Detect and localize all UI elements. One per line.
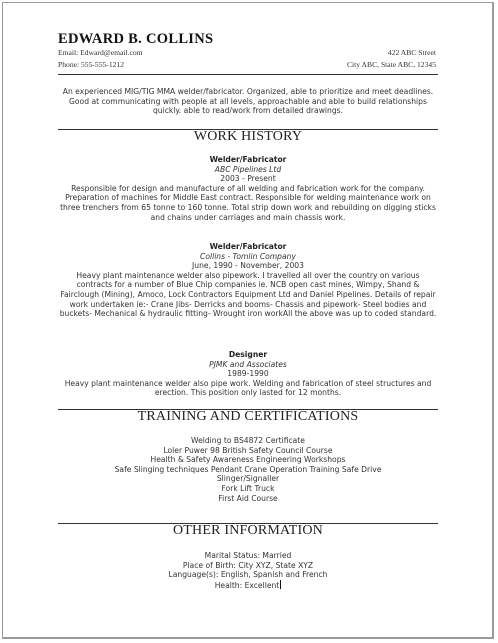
job-dates: 1989-1990 xyxy=(227,369,269,379)
health-text: Health: Excellent xyxy=(214,580,280,590)
section-title-other: OTHER INFORMATION xyxy=(172,523,323,538)
other-item: Language(s): English, Spanish and French xyxy=(168,570,328,580)
candidate-name: EDWARD B. COLLINS xyxy=(58,31,214,47)
training-item: Safe Slinging techniques Pendant Crane Operation Training Safe Drive xyxy=(114,464,382,474)
job-company: ABC Pipelines Ltd xyxy=(214,164,282,174)
other-item: Place of Birth: City XYZ, State XYZ xyxy=(182,560,314,570)
job-dates: June, 1990 - November, 2003 xyxy=(192,261,304,271)
job-description: Responsible for design and manufacture of all welding and fabrication work for the company. Preparation of machines for Middle East contract. Responsible for welding maintenance work on three trenchers from 65 tonne to 160 tonne. Total strip down work and rebuilding on digging sticks and chains under carriages and main chassis work. xyxy=(60,183,436,222)
job-dates: 2003 - Present xyxy=(220,174,276,184)
training-item: Slinger/Signaller xyxy=(216,474,280,484)
job-entry xyxy=(58,155,438,222)
email-line[interactable]: Email: Edward@email.com xyxy=(58,48,143,57)
other-item: Marital Status: Married xyxy=(204,551,292,560)
summary-text: An experienced MIG/TIG MMA welder/fabricator. Organized, able to prioritize and meet deadlines. Good at communicating with people at all levels, approachable and able to build relationships quickly. able to read/work from detailed drawings. xyxy=(62,87,434,116)
section-title-training: TRAINING AND CERTIFICATIONS xyxy=(137,409,359,424)
street-line: 422 ABC Street xyxy=(387,48,436,57)
job-company: Collins - Tomlin Company xyxy=(200,251,296,261)
phone-line: Phone: 555-555-1212 xyxy=(58,60,125,69)
training-item: Fork Lift Truck xyxy=(221,483,275,493)
training-item: Welding to BS4872 Certificate xyxy=(191,436,305,445)
other-item-health[interactable] xyxy=(58,580,438,591)
job-title: Designer xyxy=(228,350,268,359)
section-title-work: WORK HISTORY xyxy=(193,129,303,144)
city-line: City ABC, State ABC, 12345 xyxy=(346,60,436,69)
other-info-list xyxy=(58,551,438,590)
job-entry xyxy=(58,242,438,319)
job-company: PJMK and Associates xyxy=(209,359,287,369)
training-item: First Aid Course xyxy=(218,493,278,503)
job-title: Welder/Fabricator xyxy=(209,242,287,251)
job-description: Heavy plant maintenance welder also pipework. I travelled all over the country on various contracts for a number of Blue Chip companies ie. NCB open cast mines, Wimpy, Shand & Fairclough (Mining), Amoco, Lock Contractors Equipment Ltd and Daniel Pipelines. Details of repair work undertaken ie:- Crane Jibs- Derricks and booms- Chassis and pipework- Steel bodies and buckets- Mechanical & hydraulic fitting- Wrought iron workAll the above was up to coded standard. xyxy=(59,270,437,319)
job-title: Welder/Fabricator xyxy=(209,155,287,164)
contact-left xyxy=(58,47,143,71)
training-item: Health & Safety Awareness Engineering Workshops xyxy=(150,455,346,465)
job-description: Heavy plant maintenance welder also pipe work. Welding and fabrication of steel structures and erection. This position only lasted for 12 months. xyxy=(64,378,432,398)
divider-header xyxy=(58,74,438,75)
training-list xyxy=(58,436,438,503)
job-entry xyxy=(58,350,438,398)
text-cursor xyxy=(280,580,281,589)
contact-right xyxy=(347,47,436,71)
training-item: Loler Puwer 98 British Safety Council Course xyxy=(163,445,333,455)
